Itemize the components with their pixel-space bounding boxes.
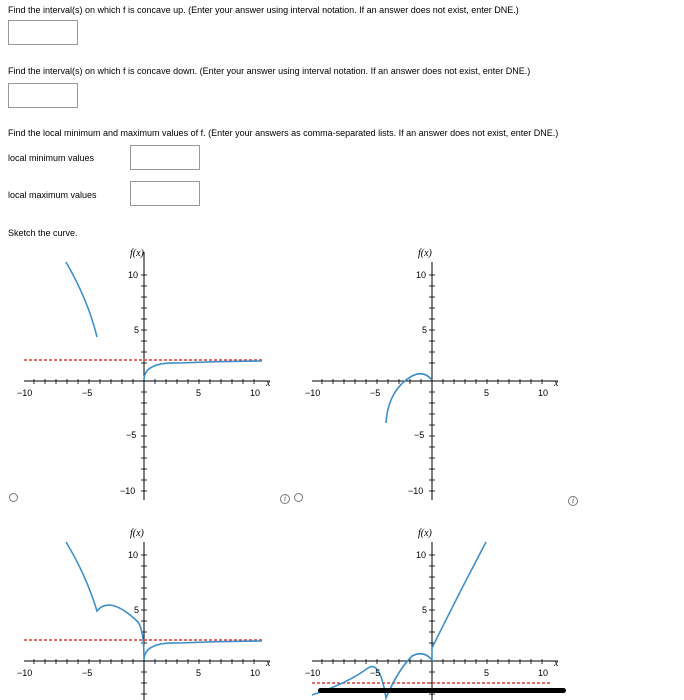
y-tick-minus5: −5 (414, 430, 425, 440)
x-tick-minus10: −10 (17, 388, 33, 398)
y-axis-label: f(x) (130, 248, 144, 259)
local-extrema-question: Find the local minimum and maximum values of f. (Enter your answers as comma-separated lists. If an answer does not exist, enter DNE.) (8, 128, 559, 138)
y-axis-label: f(x) (418, 248, 432, 259)
x-tick-5: 5 (484, 668, 490, 678)
x-tick-minus10: −10 (305, 388, 321, 398)
graph-axes (24, 252, 270, 500)
concave-up-input[interactable] (8, 20, 78, 45)
y-tick-5: 5 (422, 605, 428, 615)
x-axis-label: x (554, 658, 559, 669)
x-tick-minus5: −5 (82, 388, 93, 398)
info-icon[interactable]: i (568, 496, 578, 506)
x-axis-label: x (266, 378, 271, 389)
y-tick-10: 10 (128, 270, 139, 280)
x-tick-minus5: −5 (370, 388, 381, 398)
x-tick-minus5: −5 (82, 668, 93, 678)
x-tick-10: 10 (250, 388, 261, 398)
graph-option-d (305, 520, 568, 700)
radio-option-a[interactable] (9, 493, 18, 502)
radio-option-b[interactable] (294, 493, 303, 502)
x-tick-10: 10 (250, 668, 261, 678)
concave-up-question: Find the interval(s) on which f is concave up. (Enter your answer using interval notation. If an answer does not exist, enter DNE.) (8, 5, 519, 15)
y-axis-label: f(x) (130, 528, 144, 539)
sketch-prompt: Sketch the curve. (8, 228, 78, 238)
x-tick-10: 10 (538, 668, 549, 678)
curve-right-branch (144, 361, 262, 380)
x-tick-minus10: −10 (305, 668, 321, 678)
graph-option-a (17, 240, 280, 500)
y-tick-10: 10 (128, 550, 139, 560)
curve (66, 542, 262, 660)
local-max-label: local maximum values (8, 190, 97, 200)
y-tick-10: 10 (416, 550, 427, 560)
y-tick-minus10: −10 (120, 486, 136, 496)
y-axis-label: f(x) (418, 528, 432, 539)
local-max-input[interactable] (130, 181, 200, 206)
y-tick-5: 5 (134, 605, 140, 615)
x-axis-label: x (554, 378, 559, 389)
x-tick-5: 5 (196, 668, 202, 678)
y-tick-minus10: −10 (408, 486, 424, 496)
x-tick-5: 5 (196, 388, 202, 398)
x-tick-minus5: −5 (370, 668, 381, 678)
y-tick-minus5: −5 (126, 430, 137, 440)
graph-option-c (17, 520, 280, 700)
y-tick-5: 5 (134, 325, 140, 335)
x-axis-label: x (266, 658, 271, 669)
x-tick-minus10: −10 (17, 668, 33, 678)
concave-down-input[interactable] (8, 83, 78, 108)
local-min-label: local minimum values (8, 153, 95, 163)
curve-left-branch (66, 262, 97, 337)
x-tick-5: 5 (484, 388, 490, 398)
graph-axes (312, 262, 558, 500)
curve (312, 542, 486, 698)
local-min-input[interactable] (130, 145, 200, 170)
horizontal-scrollbar[interactable] (318, 688, 566, 693)
graph-option-b (305, 240, 568, 500)
y-tick-5: 5 (422, 325, 428, 335)
concave-down-question: Find the interval(s) on which f is concave down. (Enter your answer using interval notation. If an answer does not exist, enter DNE.) (8, 66, 531, 76)
y-tick-10: 10 (416, 270, 427, 280)
info-icon[interactable]: i (280, 494, 290, 504)
x-tick-10: 10 (538, 388, 549, 398)
